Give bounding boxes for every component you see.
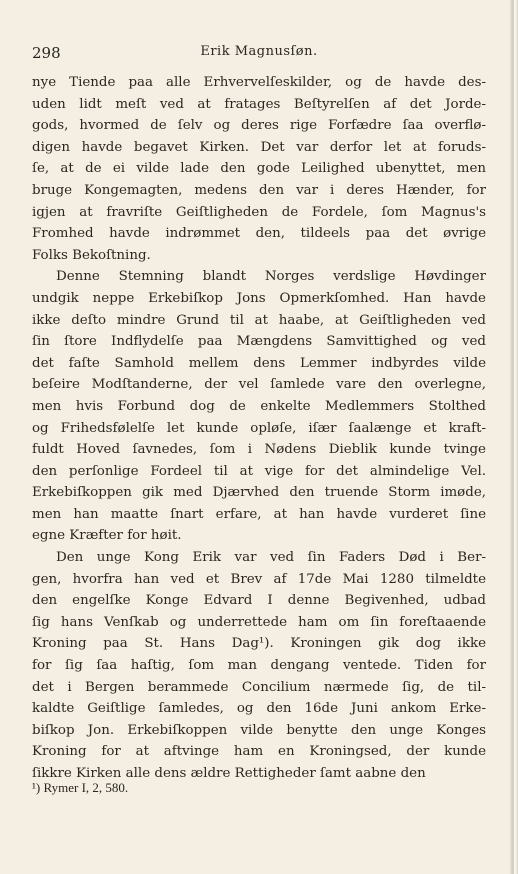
paragraph (32, 547, 486, 785)
footnote (32, 780, 486, 796)
text-line: ikke deſto mindre Grund til at haabe, at Geiſtligheden ved (32, 312, 486, 328)
text-line: Fromhed havde indrømmet den, tildeels paa det øvrige (32, 226, 486, 242)
paragraph (32, 266, 486, 547)
text-line: igjen at fravriſte Geiſtligheden de Fordele, ſom Magnus's (32, 204, 486, 220)
text-line: gen, hvorfra han ved et Brev af 17de Mai 1280 tilmeldte (32, 571, 486, 587)
text-line: beſeire Modſtanderne, der vel ſamlede vare den overlegne, (32, 377, 486, 393)
running-head: Erik Magnusſøn. (200, 44, 318, 59)
body-text (32, 72, 486, 785)
text-line: gods, hvormed de ſelv og deres rige Forfædre ſaa overflø- (32, 118, 486, 134)
text-line: den engelſke Konge Edvard I denne Begivenhed, udbad (32, 593, 486, 609)
text-line: fuldt Hoved ſavnedes, ſom i Nødens Dieblik kunde tvinge (32, 442, 486, 458)
text-line: egne Kræfter for høit. (32, 528, 182, 544)
page-number: 298 (32, 44, 61, 62)
text-line: og Frihedsfølelſe let kunde opløſe, iſær ſaalænge et kraft- (32, 420, 486, 436)
text-line: men hvis Forbund dog de enkelte Medlemmers Stolthed (32, 398, 486, 414)
text-line: biſkop Jon. Erkebiſkoppen vilde benytte den unge Konges (32, 722, 486, 738)
text-line: Denne Stemning blandt Norges verdslige Høvdinger (56, 269, 486, 285)
footnote-marker: ¹) (32, 780, 41, 795)
text-line: ſe, at de ei vilde lade den gode Leilighed ubenyttet, men (32, 161, 486, 177)
footnote-text: Rymer I, 2, 580. (43, 780, 129, 795)
text-line: undgik neppe Erkebiſkop Jons Opmerkſomhed. Han havde (32, 290, 486, 306)
text-line: ſig hans Venſkab og underrettede ham om ſin foreſtaaende (32, 614, 486, 630)
text-line: den perſonlige Fordeel til at vige for det almindelige Vel. (32, 463, 486, 479)
text-line: Kroning for at aftvinge ham en Kroningsed, der kunde (32, 744, 486, 760)
text-line: det faſte Samhold mellem dens Lemmer indbyrdes vilde (32, 355, 486, 371)
text-line: kaldte Geiſtlige ſamledes, og den 16de Juni ankom Erke- (32, 701, 486, 717)
text-line: men han maatte ſnart erfare, at han havde vurderet ſine (32, 506, 486, 522)
text-line: det i Bergen berammede Concilium nærmede ſig, de til- (32, 679, 486, 695)
text-line: digen havde begavet Kirken. Det var derfor let at foruds- (32, 139, 486, 155)
paragraph (32, 72, 486, 266)
text-line: nye Tiende paa alle Erhvervelſeskilder, og de havde des- (32, 75, 486, 90)
text-line: bruge Kongemagten, medens den var i deres Hænder, for (32, 182, 486, 198)
text-line: Erkebiſkoppen gik med Djærvhed den truende Storm imøde, (32, 485, 486, 501)
text-line: Den unge Kong Erik var ved ſin Faders Død i Ber- (56, 550, 486, 566)
page-edge (510, 0, 518, 874)
text-line: ſin ſtore Indflydelſe paa Mængdens Samvittighed og ved (32, 334, 486, 350)
text-line: for ſig ſaa haſtig, ſom man dengang ventede. Tiden for (32, 658, 486, 674)
page-header (32, 44, 486, 64)
text-line: Folks Bekoſtning. (32, 247, 151, 263)
text-line: Kroning paa St. Hans Dag¹). Kroningen gik dog ikke (32, 636, 486, 652)
text-line: uden lidt meſt ved at fratages Beſtyrelſen af det Jorde- (32, 96, 486, 112)
text-line: ſikkre Kirken alle dens ældre Rettigheder ſamt aabne den (32, 766, 426, 781)
